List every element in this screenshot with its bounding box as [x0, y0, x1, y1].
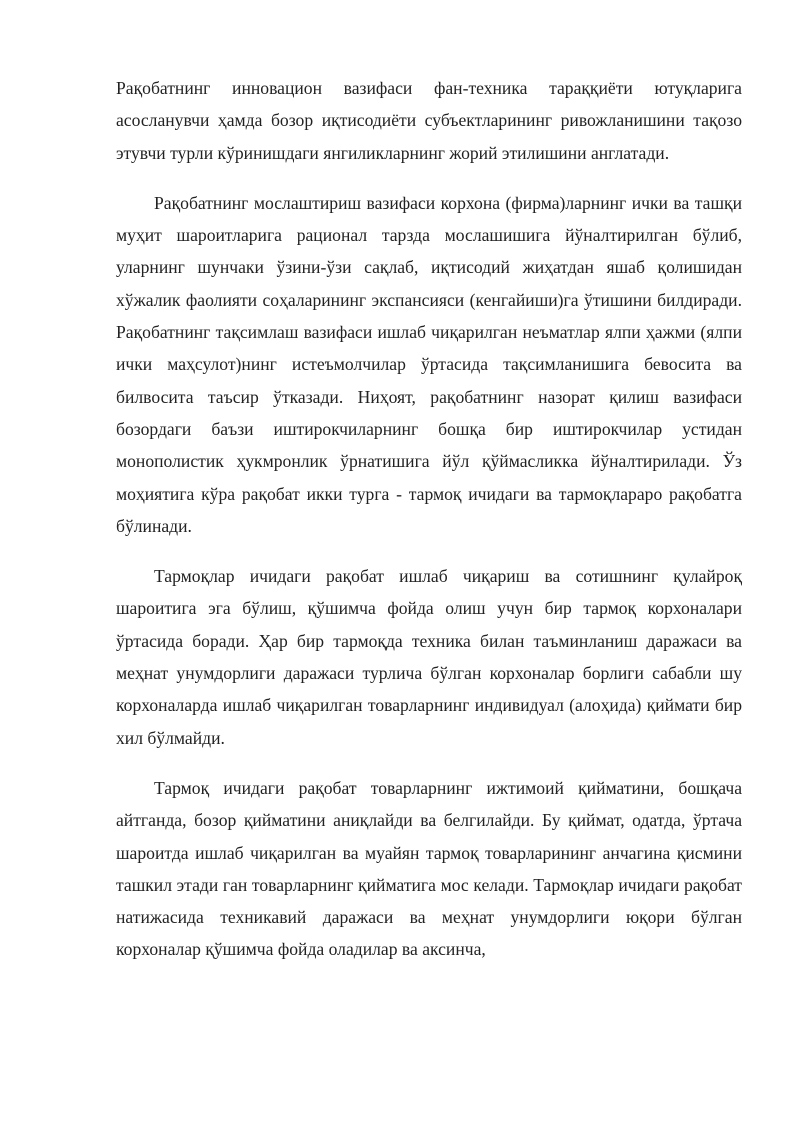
paragraph-intra-industry-competition: Тармоқлар ичидаги рақобат ишлаб чиқариш ва сотишнинг қулайроқ шароитига эга бўлиш, қўшимча фойда олиш учун бир тармоқ корхоналари ўртасида боради. Ҳар бир тармоқда техника билан таъминланиш даражаси ва меҳнат унумдорлиги даражаси турлича бўлган корхоналар борлиги сабабли шу корхоналарда ишлаб чиқарилган товарларнинг индивидуал (алоҳида) қиймати бир хил бўлмайди. [116, 566, 742, 748]
paragraph-innovation-function: Рақобатнинг инновацион вазифаси фан-техника тараққиёти ютуқларига асосланувчи ҳамда бозор иқтисодиёти субъектларининг ривожланишини тақозо этувчи турли кўринишдаги янгиликларнинг жорий этилишини англатади. [116, 78, 742, 163]
paragraph-adaptation-function: Рақобатнинг мослаштириш вазифаси корхона (фирма)ларнинг ички ва ташқи муҳит шароитларига рационал тарзда мослашишига йўналтирилган бўлиб, уларнинг шунчаки ўзини-ўзи сақлаб, иқтисодий жиҳатдан яшаб қолишидан хўжалик фаолияти соҳаларининг экспансияси (кенгайиши)га ўтишини билдиради. Рақобатнинг тақсимлаш вазифаси ишлаб чиқарилган неъматлар ялпи ҳажми (ялпи ички маҳсулот)нинг истеъмолчилар ўртасида тақсимланишига бевосита ва билвосита таъсир ўтказади. Ниҳоят, рақобатнинг назорат қилиш вазифаси бозордаги баъзи иштирокчиларнинг бошқа бир иштирокчилар устидан монополистик ҳукмронлик ўрнатишига йўл қўймасликка йўналтирилади. Ўз моҳиятига кўра рақобат икки турга - тармоқ ичидаги ва тармоқлараро рақобатга бўлинади. [116, 192, 742, 536]
paragraph-social-value: Тармоқ ичидаги рақобат товарларнинг ижтимоий қийматини, бошқача айтганда, бозор қийматини аниқлайди ва белгилайди. Бу қиймат, одатда, ўртача шароитда ишлаб чиқарилган ва муайян тармоқ товарларининг анчагина қисмини ташкил этади ган товарларнинг қийматига мос келади. Тармоқлар ичидаги рақобат натижасида техникавий даражаси ва меҳнат унумдорлиги юқори бўлган корхоналар қўшимча фойда оладилар ва аксинча, [116, 777, 742, 960]
document-page [116, 72, 742, 966]
